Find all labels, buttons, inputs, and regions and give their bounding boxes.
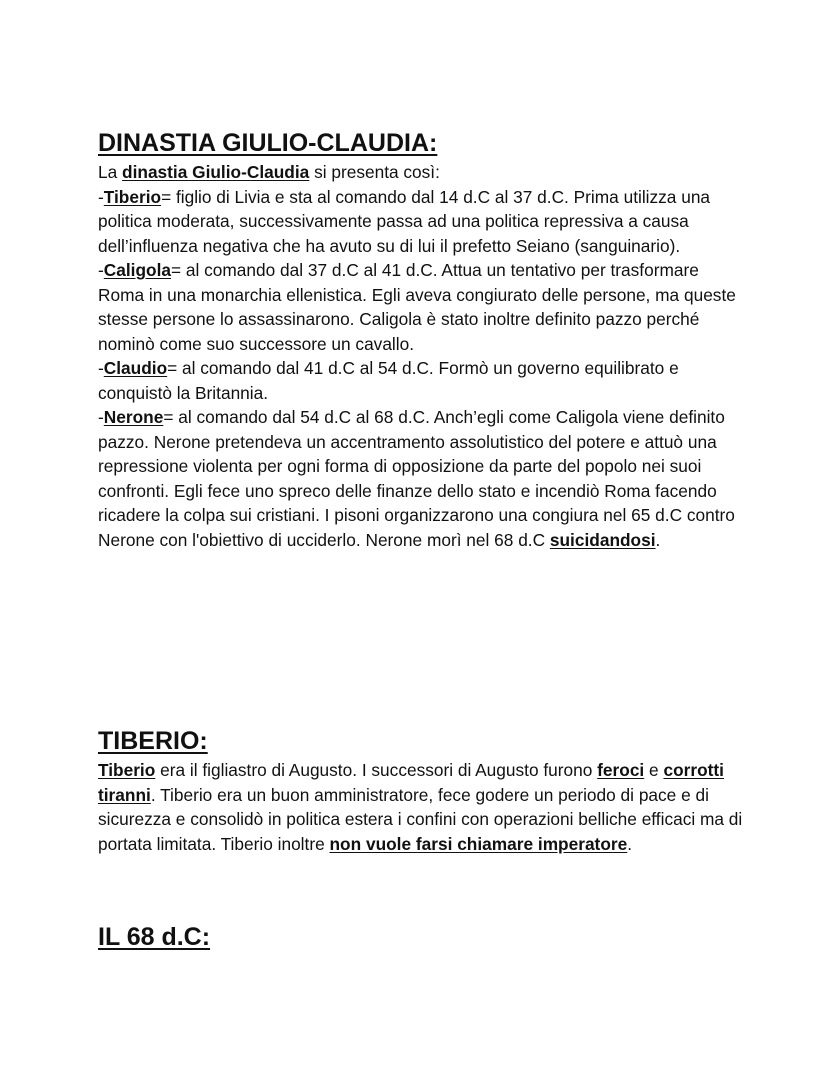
term-suicidandosi: suicidandosi (549, 529, 656, 550)
item-caligola: -Caligola= al comando dal 37 d.C al 41 d.C. Attua un tentativo per trasformare Roma in una monarchia ellenistica. Egli aveva congiurato delle persone, ma queste stesse persone lo assassinarono. Caligola è stato inoltre definito pazzo perché nominò come suo successore un cavallo. (98, 260, 736, 354)
term-tiberio-2: Tiberio (98, 760, 156, 780)
heading-68dc: IL 68 d.C: (98, 923, 211, 951)
paragraph-tiberio: Tiberio era il figliastro di Augusto. I successori di Augusto furono feroci e corrotti tiranni. Tiberio era un buon amministratore, fece godere un periodo di pace e di sicurezza e consolidò in politica estera i confini con operazioni belliche efficaci ma di portata limitata. Tiberio inoltre non vuole farsi chiamare imperatore. (98, 760, 743, 854)
term-nerone: Nerone (103, 407, 164, 427)
term-claudio: Claudio (103, 358, 168, 378)
term-feroci: feroci (597, 760, 645, 780)
item-tiberio: -Tiberio= figlio di Livia e sta al comando dal 14 d.C al 37 d.C. Prima utilizza una politica moderata, successivamente passa ad una politica repressiva a causa dell’influenza negativa che ha avuto su di lui il prefetto Seiano (sanguinario). (98, 186, 711, 256)
section-dinastia (98, 128, 748, 552)
section-68dc (98, 922, 748, 952)
term-non-vuole-imperatore: non vuole farsi chiamare imperatore (329, 833, 628, 854)
term-caligola: Caligola (103, 260, 171, 280)
heading-dinastia: DINASTIA GIULIO-CLAUDIA: (98, 129, 438, 157)
term-dinastia: dinastia Giulio-Claudia (122, 162, 310, 182)
term-corrotti-tiranni: corrotti tiranni (98, 760, 724, 805)
item-nerone: -Nerone= al comando dal 54 d.C al 68 d.C. Anch’egli come Caligola viene definito pazzo. Nerone pretendeva un accentramento assolutistico del potere e attuò una repressione violenta per ogni forma di opposizione da parte del popolo nei suoi confronti. Egli fece uno spreco delle finanze dello stato e incendiò Roma facendo ricadere la colpa sui cristiani. I pisoni organizzarono una congiura nel 65 d.C contro Nerone con l'obiettivo di ucciderlo. Nerone morì nel 68 d.C suicidandosi. (98, 407, 735, 550)
intro-paragraph: La dinastia Giulio-Claudia si presenta così: (98, 162, 440, 182)
term-tiberio: Tiberio (103, 186, 162, 207)
heading-tiberio: TIBERIO: (98, 727, 208, 755)
section-tiberio (98, 726, 748, 856)
item-claudio: -Claudio= al comando dal 41 d.C al 54 d.C. Formò un governo equilibrato e conquistò la Britannia. (98, 358, 679, 403)
